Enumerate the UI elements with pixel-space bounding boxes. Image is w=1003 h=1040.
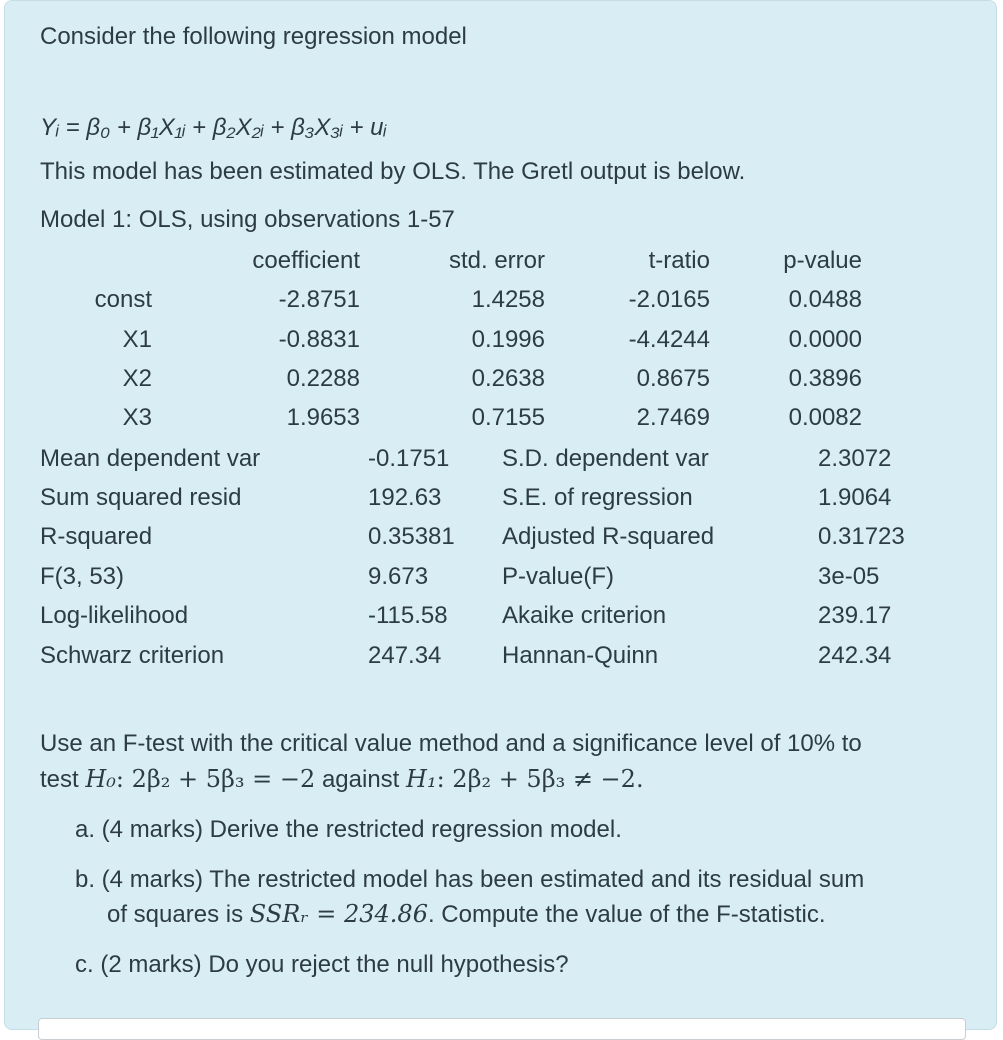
h1-label: H₁ (406, 765, 437, 793)
stat-value-left: 9.673 (368, 563, 429, 590)
part-b-line1: b. (4 marks) The restricted model has been estimated and its residual sum (75, 866, 865, 893)
h0-expression: : 2β₂ + 5β₃ = −2 (115, 765, 316, 793)
stat-label-right: S.D. dependent var (502, 445, 709, 472)
row-t: 2.7469 (636, 404, 710, 431)
stat-label-right: P-value(F) (502, 563, 615, 590)
row-coef: -0.8831 (278, 326, 360, 353)
hypothesis-line (40, 764, 644, 795)
question-line1: Use an F-test with the critical value method and a significance level of 10% to (40, 730, 862, 757)
stat-label-left: Log-likelihood (40, 602, 189, 629)
part-b-prefix: of squares is (107, 901, 244, 928)
row-se: 0.2638 (471, 365, 545, 392)
row-t: -4.4244 (628, 326, 710, 353)
stat-label-left: Sum squared resid (40, 484, 242, 511)
gretl-model-title: Model 1: OLS, using observations 1-57 (40, 206, 455, 233)
stat-label-left: F(3, 53) (40, 563, 125, 590)
stat-label-left: Schwarz criterion (40, 642, 225, 669)
row-t: -2.0165 (628, 286, 710, 313)
row-coef: 1.9653 (286, 404, 360, 431)
test-word: test (40, 766, 79, 793)
stat-label-left: Mean dependent var (40, 445, 261, 472)
header-p-value: p-value (783, 247, 862, 274)
part-c: c. (2 marks) Do you reject the null hypothesis? (75, 951, 569, 978)
row-p: 0.3896 (788, 365, 862, 392)
stat-label-left: R-squared (40, 523, 153, 550)
row-t: 0.8675 (636, 365, 710, 392)
stat-value-left: 0.35381 (368, 523, 455, 550)
stat-value-left: 247.34 (368, 642, 442, 669)
stat-value-left: -0.1751 (368, 445, 450, 472)
stat-label-right: S.E. of regression (502, 484, 693, 511)
stat-label-right: Akaike criterion (502, 602, 667, 629)
intro-text: Consider the following regression model (40, 23, 467, 50)
row-var: X3 (122, 404, 152, 431)
row-p: 0.0082 (788, 404, 862, 431)
row-p: 0.0000 (788, 326, 862, 353)
row-coef: 0.2288 (286, 365, 360, 392)
row-se: 0.1996 (471, 326, 545, 353)
header-t-ratio: t-ratio (648, 247, 710, 274)
stat-label-right: Adjusted R-squared (502, 523, 715, 550)
answer-box[interactable] (38, 1018, 966, 1040)
part-b-line2 (107, 899, 825, 930)
against-word: against (321, 766, 400, 793)
header-coefficient: coefficient (252, 247, 360, 274)
stat-value-left: 192.63 (368, 484, 442, 511)
stat-value-right: 239.17 (818, 602, 892, 629)
row-var: X1 (122, 326, 152, 353)
header-std-error: std. error (448, 247, 545, 274)
stat-label-right: Hannan-Quinn (502, 642, 659, 669)
part-b-suffix: . Compute the value of the F-statistic. (427, 901, 826, 928)
stat-value-right: 2.3072 (818, 445, 892, 472)
row-se: 1.4258 (471, 286, 545, 313)
row-var: X2 (122, 365, 152, 392)
row-se: 0.7155 (471, 404, 545, 431)
model-equation: Yᵢ = β₀ + β₁X₁ᵢ + β₂X₂ᵢ + β₃X₃ᵢ + uᵢ (40, 114, 387, 141)
stat-value-right: 1.9064 (818, 484, 892, 511)
h1-expression: : 2β₂ + 5β₃ ≠ −2. (436, 765, 644, 793)
stat-value-right: 242.34 (818, 642, 892, 669)
row-var: const (94, 286, 152, 313)
stat-value-left: -115.58 (368, 602, 448, 629)
h0-label: H₀ (85, 765, 116, 793)
stat-value-right: 3e-05 (818, 563, 880, 590)
part-a: a. (4 marks) Derive the restricted regression model. (75, 816, 622, 843)
row-coef: -2.8751 (278, 286, 360, 313)
stat-value-right: 0.31723 (818, 523, 905, 550)
estimated-note: This model has been estimated by OLS. The Gretl output is below. (40, 158, 746, 185)
ssr-expression: SSRᵣ = 234.86 (249, 900, 428, 928)
row-p: 0.0488 (788, 286, 862, 313)
